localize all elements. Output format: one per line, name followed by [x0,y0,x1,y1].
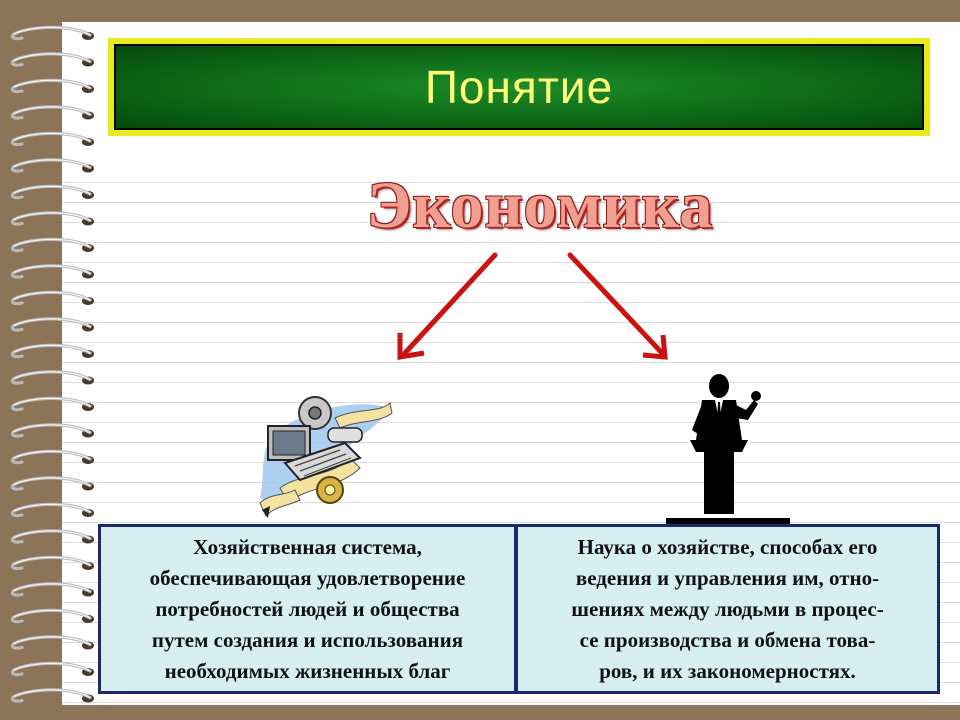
binding-ring-icon [12,345,94,358]
lecturer-podium-icon [662,370,792,526]
definition-text-economic-science: Наука о хозяйстве, способах его ведения и управления им, отно- шениях между людьми в процес- се производства и обмена това- ров, и их закономерностях. [571,534,884,683]
definition-box-economic-system [98,524,517,694]
binding-ring-icon [12,451,94,464]
binding-ring-icon [12,186,94,199]
binding-ring-icon [12,27,94,40]
binding-ring-icon [12,610,94,623]
binding-ring-icon [12,266,94,279]
binding-ring-icon [12,133,94,146]
definition-text-economic-system: Хозяйственная система, обеспечивающая удовлетворение потребностей людей и общества путем создания и использования необходимых жизненных благ [149,534,466,683]
binding-ring-icon [12,239,94,252]
binding-ring-icon [12,504,94,517]
spiral-binding [0,0,110,720]
binding-ring-icon [12,531,94,544]
binding-ring-icon [12,54,94,67]
economy-machine-icon [240,378,400,526]
title-banner-inner [114,44,924,130]
binding-ring-icon [12,398,94,411]
binding-ring-icon [12,319,94,332]
binding-ring-icon [12,292,94,305]
binding-ring-icon [12,637,94,650]
binding-ring-icon [12,80,94,93]
branch-arrows [380,245,690,370]
definition-box-economic-science [515,524,940,694]
binding-ring-icon [12,372,94,385]
title-banner [108,38,930,136]
binding-ring-icon [12,160,94,173]
binding-ring-icon [12,557,94,570]
arrow-left-icon [400,255,495,357]
binding-ring-icon [12,690,94,703]
binding-ring-icon [12,478,94,491]
binding-ring-icon [12,213,94,226]
binding-ring-icon [12,425,94,438]
binding-ring-icon [12,584,94,597]
arrow-right-icon [570,255,665,357]
binding-ring-icon [12,107,94,120]
binding-ring-icon [12,663,94,676]
main-heading: Экономика [366,169,714,242]
slide-title: Понятие [424,61,614,113]
